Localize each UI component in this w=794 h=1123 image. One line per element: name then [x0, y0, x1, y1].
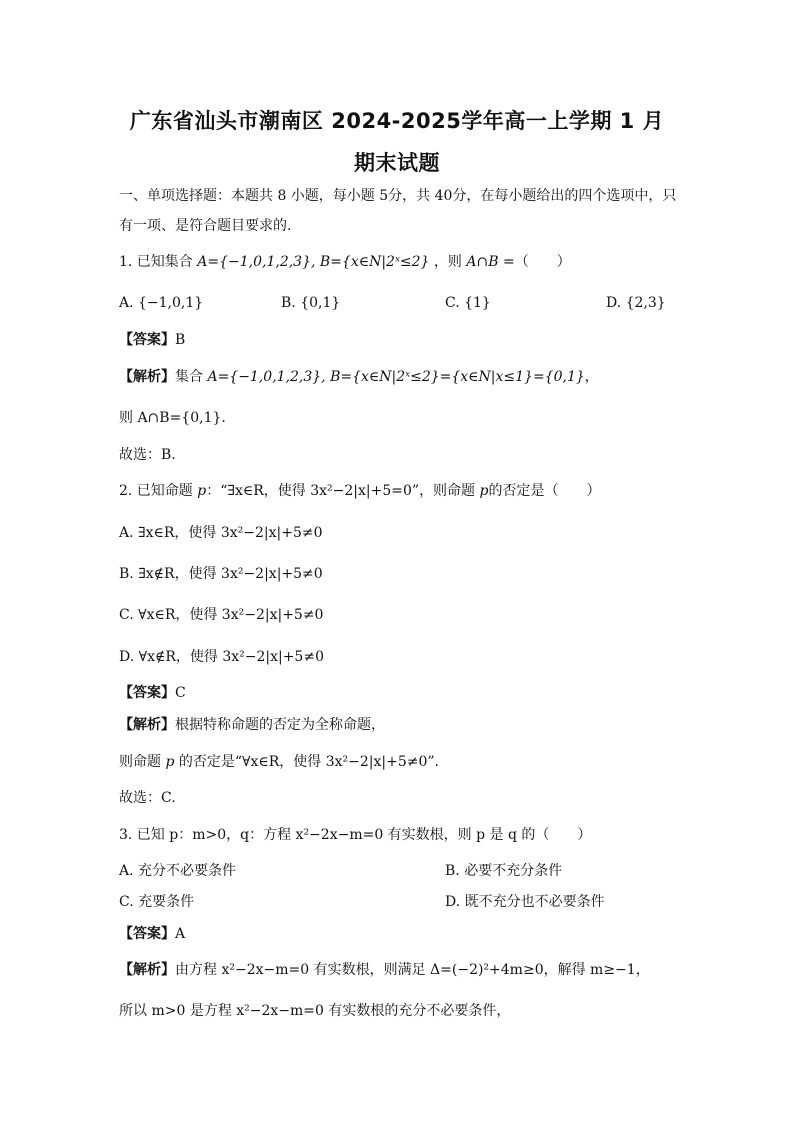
q1-analysis-label: 【解析】 — [119, 369, 175, 385]
q1-option-c: C. {1} — [445, 295, 491, 311]
q1-analysis-math: A={−1,0,1,2,3}, B={x∈N|2ˣ≤2}={x∈N|x≤1}={0,1} — [207, 369, 585, 385]
q3-answer — [119, 924, 185, 944]
q2-stem-quote: ：“∃x∈R，使得 3x²−2|x|+5=0” — [206, 483, 420, 499]
q1-answer-value: B — [175, 332, 186, 348]
q1-analysis-prefix: 集合 — [175, 369, 203, 385]
q3-analysis-line2: 所以 m>0 是方程 x²−2x−m=0 有实数根的充分不必要条件， — [119, 1003, 511, 1019]
q1-option-d: D. {2,3} — [606, 295, 666, 311]
q2-analysis-p: p — [165, 754, 175, 770]
q2-analysis-label: 【解析】 — [119, 717, 175, 733]
q1-option-b: B. {0,1} — [281, 295, 341, 311]
q1-answer-label: 【答案】 — [119, 332, 175, 348]
q2-conclusion: 故选：C. — [119, 790, 176, 806]
q1-conclusion: 故选：B. — [119, 447, 176, 463]
q1-stem-end: =（ ） — [502, 254, 571, 270]
q2-stem-p: p — [197, 483, 207, 499]
q3-analysis-line1 — [119, 960, 650, 980]
q2-option-b: B. ∃x∉R，使得 3x²−2|x|+5≠0 — [119, 566, 323, 582]
q2-answer-label: 【答案】 — [119, 685, 175, 701]
q2-stem-prefix: 2. 已知命题 — [119, 483, 193, 499]
q1-stem-target: A∩B — [466, 254, 499, 270]
section-heading-line2: 有一项、是符合题目要求的. — [119, 218, 292, 234]
q2-stem-end: 的否定是（ ） — [488, 483, 601, 499]
q2-analysis-text: 根据特称命题的否定为全称命题， — [175, 717, 385, 733]
q2-analysis-line2 — [119, 752, 439, 772]
q2-answer — [119, 683, 186, 703]
q2-answer-value: C — [175, 685, 186, 701]
q2-analysis-end: 的否定是“∀x∈R，使得 3x²−2|x|+5≠0”. — [178, 754, 439, 770]
q2-stem-p2: p — [479, 483, 489, 499]
section-heading-line1: 一、单项选择题：本题共 8 小题，每小题 5分，共 40分，在每小题给出的四个选项中，只 — [119, 188, 677, 204]
q1-stem — [119, 252, 571, 272]
q3-option-a: A. 充分不必要条件 — [119, 863, 237, 879]
q1-option-a: A. {−1,0,1} — [119, 295, 204, 311]
q2-stem-suffix: ，则命题 — [419, 483, 476, 499]
q2-option-a: A. ∃x∈R，使得 3x²−2|x|+5≠0 — [119, 525, 323, 541]
q1-stem-math: A={−1,0,1,2,3}, B={x∈N|2ˣ≤2} — [197, 254, 430, 270]
q1-stem-prefix: 1. 已知集合 — [119, 254, 193, 270]
q3-answer-value: A — [175, 926, 186, 942]
q3-option-c: C. 充要条件 — [119, 894, 195, 910]
q3-stem: 3. 已知 p：m>0，q：方程 x²−2x−m=0 有实数根，则 p 是 q 的（ ） — [119, 827, 592, 843]
q3-option-d: D. 既不充分也不必要条件 — [445, 894, 605, 910]
q1-analysis-line1 — [119, 367, 599, 387]
q2-analysis-line1 — [119, 715, 385, 735]
q3-option-b: B. 必要不充分条件 — [445, 863, 563, 879]
q1-stem-suffix: ，则 — [433, 254, 462, 270]
q1-analysis-end: ， — [584, 369, 599, 385]
document-title-line1: 广东省汕头市潮南区 2024-2025学年高一上学期 1 月 — [129, 109, 665, 133]
q2-option-d: D. ∀x∉R，使得 3x²−2|x|+5≠0 — [119, 649, 324, 665]
document-title-line2: 期末试题 — [354, 151, 440, 175]
q2-analysis-prefix: 则命题 — [119, 754, 161, 770]
q2-option-c: C. ∀x∈R，使得 3x²−2|x|+5≠0 — [119, 607, 324, 623]
q3-analysis-label: 【解析】 — [119, 962, 175, 978]
q3-analysis-text: 由方程 x²−2x−m=0 有实数根，则满足 Δ=(−2)²+4m≥0，解得 m≥−1， — [175, 962, 650, 978]
q1-analysis-line2: 则 A∩B={0,1}. — [119, 410, 226, 426]
q3-answer-label: 【答案】 — [119, 926, 175, 942]
q2-stem — [119, 481, 600, 501]
q1-answer — [119, 330, 185, 350]
